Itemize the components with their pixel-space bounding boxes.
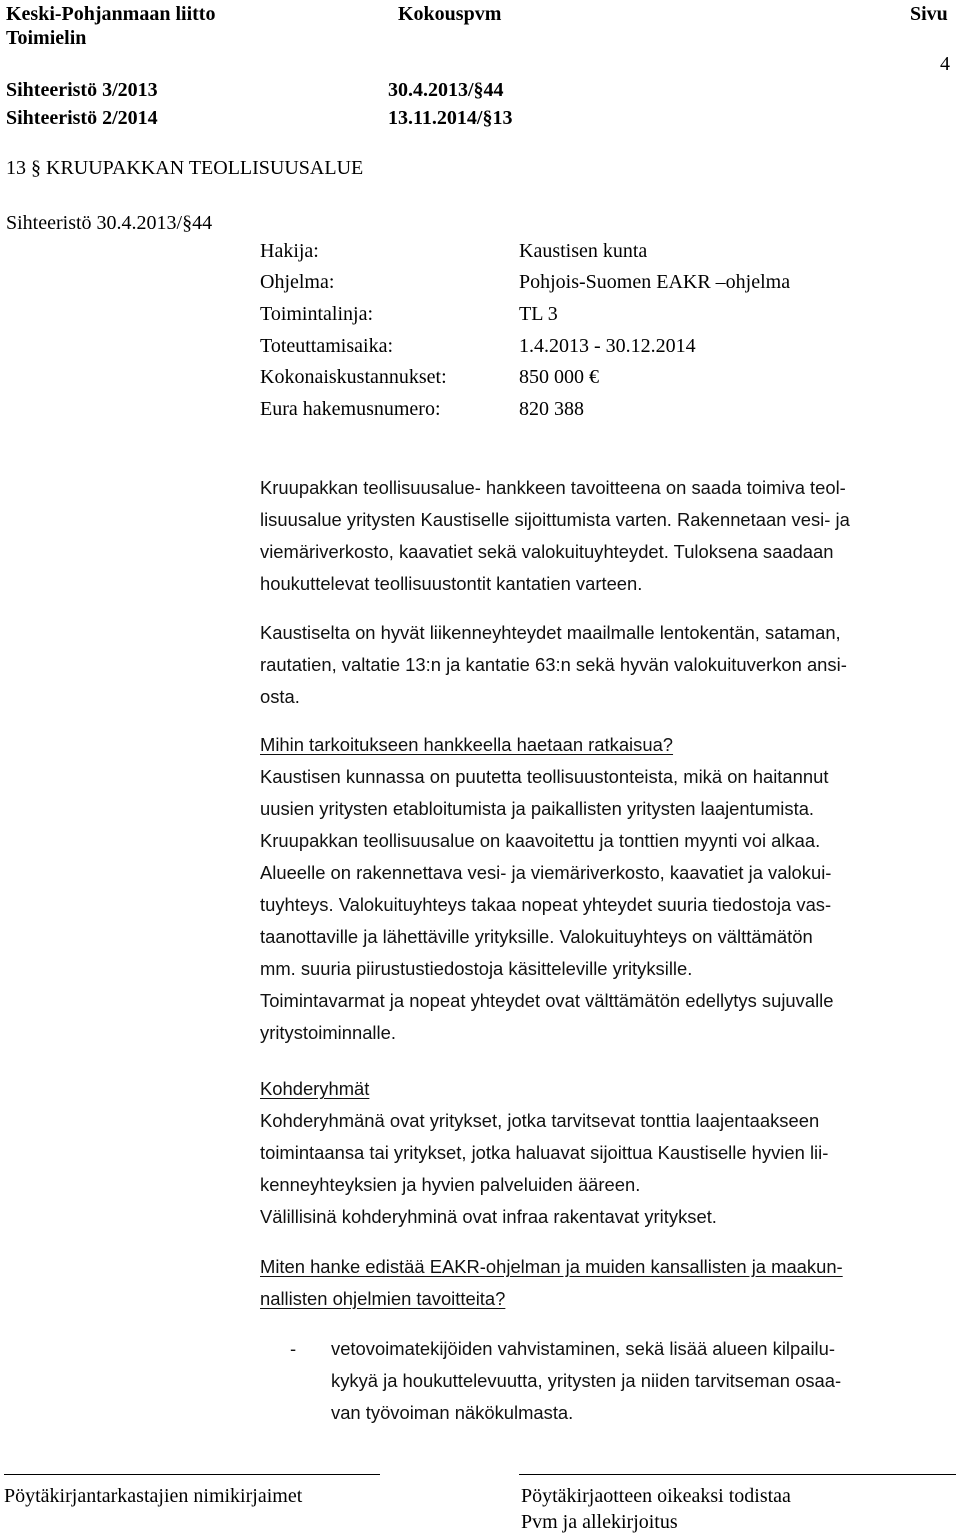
text-line: Toimintavarmat ja nopeat yhteydet ovat välttämätön edellytys sujuvalle	[260, 990, 834, 1011]
footer-rule-right	[519, 1474, 956, 1475]
section-target-groups	[260, 1073, 828, 1233]
detail-label: Kokonaiskustannukset:	[260, 366, 447, 388]
text-line: Kruupakkan teollisuusalue on kaavoitettu ja tonttien myynti voi alkaa.	[260, 830, 821, 851]
footer-rule-left	[4, 1474, 380, 1475]
bullet-marker: -	[290, 1338, 297, 1359]
text-line: viemäriverkosto, kaavatiet sekä valokuituyhteydet. Tuloksena saadaan	[260, 541, 834, 562]
text-line: lisuusalue yritysten Kaustiselle sijoittumista varten. Rakennetaan vesi- ja	[260, 509, 850, 530]
detail-value: Kaustisen kunta	[519, 240, 648, 262]
text-line: taanottaville ja lähettäville yrityksille. Valokuituyhteys on välttämätön	[260, 926, 813, 947]
section-program-contribution	[260, 1251, 843, 1315]
ref-body-1: Sihteeristö 3/2013	[6, 79, 158, 101]
contribution-heading-line-1: Miten hanke edistää EAKR-ohjelman ja muiden kansallisten ja maakun-	[260, 1256, 843, 1277]
text-line: Kohderyhmänä ovat yritykset, jotka tarvitsevat tonttia laajentaakseen	[260, 1110, 820, 1131]
text-line: rautatien, valtatie 13:n ja kantatie 63:n sekä hyvän valokuituverkon ansi-	[260, 654, 847, 675]
text-line: Kruupakkan teollisuusalue- hankkeen tavoitteena on saada toimiva teol-	[260, 477, 846, 498]
detail-label: Ohjelma:	[260, 271, 335, 293]
purpose-heading: Mihin tarkoitukseen hankkeella haetaan ratkaisua?	[260, 734, 674, 755]
text-line: toimintaansa tai yritykset, jotka haluavat sijoittua Kaustiselle hyvien lii-	[260, 1142, 829, 1163]
section-sub-ref: Sihteeristö 30.4.2013/§44	[6, 212, 213, 234]
page-number: 4	[940, 53, 950, 75]
text-line: osta.	[260, 686, 300, 707]
detail-value: 1.4.2013 - 30.12.2014	[519, 335, 696, 357]
paragraph-goal	[260, 472, 850, 600]
detail-label: Toimintalinja:	[260, 303, 374, 325]
org-name: Keski-Pohjanmaan liitto	[6, 3, 216, 25]
detail-value: 850 000 €	[519, 366, 599, 388]
paragraph-connections	[260, 617, 847, 713]
text-line: Kaustiselta on hyvät liikenneyhteydet maailmalle lentokentän, sataman,	[260, 622, 841, 643]
text-line: Alueelle on rakennettava vesi- ja viemäriverkosto, kaavatiet ja valokui-	[260, 862, 832, 883]
text-line: tuyhteys. Valokuituyhteys takaa nopeat yhteydet suuria tiedostoja vas-	[260, 894, 832, 915]
detail-label: Eura hakemusnumero:	[260, 398, 441, 420]
footer-right-sub: Pvm ja allekirjoitus	[521, 1511, 678, 1533]
text-line: kykyä ja houkuttelevuutta, yritysten ja niiden tarvitseman osaa-	[331, 1370, 842, 1391]
text-line: yritystoiminnalle.	[260, 1022, 396, 1043]
detail-label: Hakija:	[260, 240, 319, 262]
text-line: Kaustisen kunnassa on puutetta teollisuustonteista, mikä on haitannut	[260, 766, 829, 787]
footer-right-label: Pöytäkirjaotteen oikeaksi todistaa	[521, 1485, 791, 1507]
detail-value: TL 3	[519, 303, 558, 325]
ref-date-2: 13.11.2014/§13	[388, 107, 513, 129]
detail-value: Pohjois-Suomen EAKR –ohjelma	[519, 271, 791, 293]
text-line: Välillisinä kohderyhminä ovat infraa rakentavat yritykset.	[260, 1206, 717, 1227]
ref-body-2: Sihteeristö 2/2014	[6, 107, 158, 129]
meeting-date-label: Kokouspvm	[398, 3, 502, 25]
ref-date-1: 30.4.2013/§44	[388, 79, 504, 101]
text-line: houkuttelevat teollisuustontit kantatien varteen.	[260, 573, 643, 594]
text-line: kenneyhteyksien ja hyvien palveluiden ääreen.	[260, 1174, 641, 1195]
target-groups-heading: Kohderyhmät	[260, 1078, 370, 1099]
page-label: Sivu	[910, 3, 948, 25]
footer-left-label: Pöytäkirjantarkastajien nimikirjaimet	[4, 1485, 303, 1507]
detail-value: 820 388	[519, 398, 584, 420]
section-title: 13 § KRUUPAKKAN TEOLLISUUSALUE	[6, 157, 364, 179]
detail-label: Toteuttamisaika:	[260, 335, 394, 357]
text-line: mm. suuria piirustustiedostoja käsitteleville yrityksille.	[260, 958, 693, 979]
text-line: vetovoimatekijöiden vahvistaminen, sekä lisää alueen kilpailu-	[331, 1338, 835, 1359]
text-line: van työvoiman näkökulmasta.	[331, 1402, 574, 1423]
text-line: uusien yritysten etabloitumista ja paikallisten yritysten laajentumista.	[260, 798, 815, 819]
contribution-heading-line-2: nallisten ohjelmien tavoitteita?	[260, 1288, 506, 1309]
bullet-item	[331, 1333, 841, 1429]
section-purpose	[260, 729, 833, 1049]
org-subtitle: Toimielin	[6, 27, 87, 49]
